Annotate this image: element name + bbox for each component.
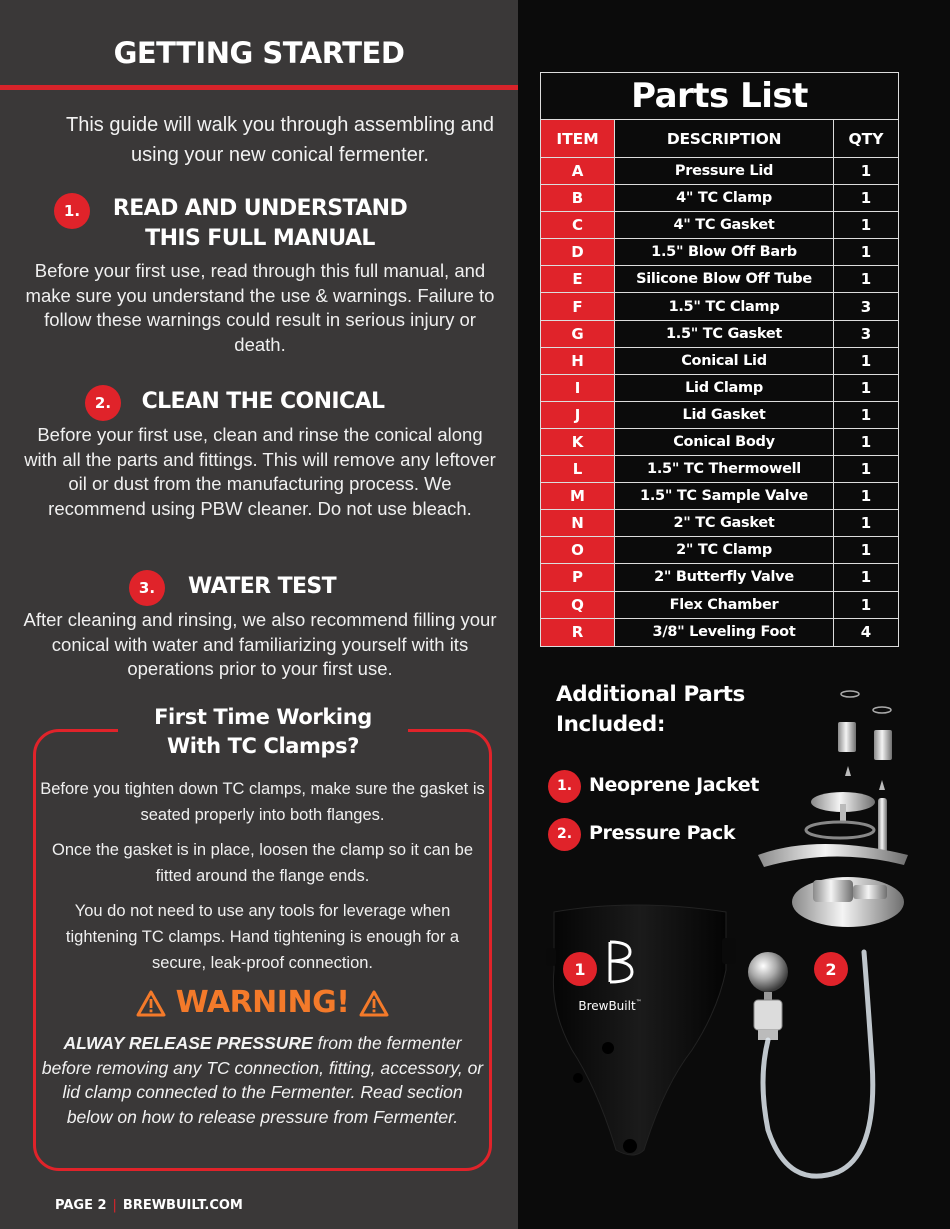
part-item-letter: A — [541, 158, 615, 184]
part-item-letter: I — [541, 375, 615, 401]
step-1-title — [90, 194, 430, 254]
pressure-pack-graphic — [748, 952, 873, 1176]
tc-box-title-line2: With TC Clamps? — [166, 734, 360, 758]
part-qty: 1 — [860, 162, 872, 181]
part-description: Pressure Lid — [615, 158, 834, 184]
step-1-badge: 1. — [54, 193, 90, 229]
intro-text: This guide will walk you through assembling and using your new conical fermenter. — [65, 114, 494, 166]
parts-list-row — [541, 619, 898, 646]
parts-list-row — [541, 402, 898, 429]
additional-item-2-label: Pressure Pack — [589, 822, 736, 844]
part-item-letter: B — [541, 185, 615, 211]
warning-heading — [33, 985, 492, 1020]
part-qty: 1 — [860, 432, 872, 451]
step-2-badge: 2. — [85, 385, 121, 421]
parts-list-row — [541, 266, 898, 293]
part-qty: 4 — [860, 623, 872, 642]
parts-list-table — [540, 72, 899, 647]
parts-list-row — [541, 483, 898, 510]
step-3-badge: 3. — [129, 570, 165, 606]
parts-list-row — [541, 293, 898, 320]
warning-text — [40, 1031, 485, 1129]
additional-item-1-label: Neoprene Jacket — [589, 774, 759, 796]
part-description: 1.5" TC Sample Valve — [615, 483, 834, 509]
part-item-letter: M — [541, 483, 615, 509]
part-qty: 1 — [860, 541, 872, 560]
part-qty: 1 — [860, 216, 872, 235]
part-item-letter: L — [541, 456, 615, 482]
step-2-body: Before your first use, clean and rinse the conical along with all the parts and fittings. This will remove any leftover oil or dust from the manufacturing process. We recommend using PBW cleaner. Do not use bleach. — [24, 424, 496, 519]
parts-list-row — [541, 537, 898, 564]
step-1-title-line1: READ AND UNDERSTAND — [112, 196, 408, 221]
getting-started-title: GETTING STARTED — [113, 36, 405, 70]
parts-list-row — [541, 321, 898, 348]
part-item-letter: P — [541, 564, 615, 590]
part-qty: 1 — [860, 595, 872, 614]
footer-website[interactable]: BREWBUILT.COM — [122, 1198, 243, 1213]
neoprene-jacket-graphic — [546, 905, 736, 1155]
part-description: Conical Body — [615, 429, 834, 455]
header-item: ITEM — [541, 120, 615, 157]
step-3-body: After cleaning and rinsing, we also recommend filling your conical with water and familiarizing yourself with its operations prior to your first use. — [23, 609, 497, 679]
title-divider — [0, 85, 518, 90]
part-item-letter: R — [541, 619, 615, 646]
part-description: 2" TC Gasket — [615, 510, 834, 536]
header-description: DESCRIPTION — [615, 120, 834, 157]
part-qty: 3 — [860, 297, 872, 316]
part-description: 4" TC Clamp — [615, 185, 834, 211]
parts-list-row — [541, 456, 898, 483]
part-qty: 1 — [860, 378, 872, 397]
parts-list-row — [541, 212, 898, 239]
part-item-letter: J — [541, 402, 615, 428]
part-item-letter: H — [541, 348, 615, 374]
part-qty: 1 — [860, 487, 872, 506]
part-item-letter: N — [541, 510, 615, 536]
parts-list-row — [541, 592, 898, 619]
part-qty: 1 — [860, 568, 872, 587]
part-item-letter: F — [541, 293, 615, 319]
callout-1-number: 1 — [574, 960, 586, 979]
parts-list-row — [541, 564, 898, 591]
part-description: 1.5" TC Thermowell — [615, 456, 834, 482]
part-description: Silicone Blow Off Tube — [615, 266, 834, 292]
part-item-letter: G — [541, 321, 615, 347]
parts-list-row — [541, 158, 898, 185]
part-description: 2" TC Clamp — [615, 537, 834, 563]
product-illustration — [518, 680, 950, 1229]
part-description: 1.5" Blow Off Barb — [615, 239, 834, 265]
callout-2-number: 2 — [825, 960, 837, 979]
step-3-title: WATER TEST — [187, 574, 337, 599]
part-description: 3/8" Leveling Foot — [615, 619, 834, 646]
part-item-letter: C — [541, 212, 615, 238]
tc-box-paragraph-3: You do not need to use any tools for leverage when tightening TC clamps. Hand tightening is enough for a secure, leak-proof connection. — [65, 902, 460, 972]
parts-list-row — [541, 239, 898, 266]
step-1-body: Before your first use, read through this full manual, and make sure you understand the use & warnings. Failure to follow these warnings could result in serious injury or death. — [25, 260, 495, 355]
part-description: 2" Butterfly Valve — [615, 564, 834, 590]
jacket-brand-name: BrewBuilt — [578, 999, 636, 1013]
warning-label: WARNING! — [175, 985, 350, 1020]
header-qty: QTY — [848, 129, 884, 148]
part-qty: 1 — [860, 189, 872, 208]
part-qty: 3 — [860, 324, 872, 343]
parts-list-row — [541, 429, 898, 456]
tc-box-paragraph-1: Before you tighten down TC clamps, make sure the gasket is seated properly into both flanges. — [40, 780, 485, 824]
part-description: Lid Clamp — [615, 375, 834, 401]
part-item-letter: Q — [541, 592, 615, 618]
tc-box-title — [118, 703, 408, 761]
tc-box-paragraph-2: Once the gasket is in place, loosen the clamp so it can be fitted around the flange ends. — [52, 841, 473, 885]
additional-parts-title-line2: Included: — [556, 712, 666, 737]
part-description: 1.5" TC Gasket — [615, 321, 834, 347]
part-item-letter: O — [541, 537, 615, 563]
part-item-letter: E — [541, 266, 615, 292]
warning-triangle-icon — [359, 990, 389, 1017]
warning-triangle-icon — [136, 990, 166, 1017]
tc-box-title-line1: First Time Working — [154, 705, 372, 729]
part-qty: 1 — [860, 270, 872, 289]
part-description: 1.5" TC Clamp — [615, 293, 834, 319]
parts-list-header-row — [541, 120, 898, 158]
parts-list-row — [541, 510, 898, 537]
part-item-letter: D — [541, 239, 615, 265]
warning-emphasis: ALWAY RELEASE PRESSURE — [63, 1033, 313, 1053]
parts-list-row — [541, 375, 898, 402]
jacket-brand-tm: ™ — [635, 999, 642, 1006]
page-footer — [55, 1198, 243, 1213]
page-number: PAGE 2 — [55, 1198, 107, 1213]
step-2-title: CLEAN THE CONICAL — [141, 389, 385, 414]
part-qty: 1 — [860, 243, 872, 262]
parts-list-body — [541, 158, 898, 646]
warning-body: from the fermenter before removing any TC connection, fitting, accessory, or lid clamp connected to the Fermenter. Read section below on how to release pressure from Fermenter. — [41, 1033, 484, 1127]
parts-list-title: Parts List — [541, 73, 898, 120]
part-qty: 1 — [860, 351, 872, 370]
additional-item-1-badge: 1. — [548, 770, 581, 803]
part-item-letter: K — [541, 429, 615, 455]
part-description: Lid Gasket — [615, 402, 834, 428]
part-description: Conical Lid — [615, 348, 834, 374]
part-qty: 1 — [860, 514, 872, 533]
part-qty: 1 — [860, 405, 872, 424]
part-description: Flex Chamber — [615, 592, 834, 618]
step-1-title-line2: THIS FULL MANUAL — [145, 226, 375, 251]
additional-item-2-badge: 2. — [548, 818, 581, 851]
parts-list-row — [541, 348, 898, 375]
additional-parts-title-line1: Additional Parts — [556, 682, 745, 707]
part-qty: 1 — [860, 460, 872, 479]
part-description: 4" TC Gasket — [615, 212, 834, 238]
footer-separator: | — [112, 1198, 117, 1213]
jacket-brand-label — [578, 999, 641, 1013]
parts-list-row — [541, 185, 898, 212]
lid-assembly-graphic — [758, 691, 908, 927]
